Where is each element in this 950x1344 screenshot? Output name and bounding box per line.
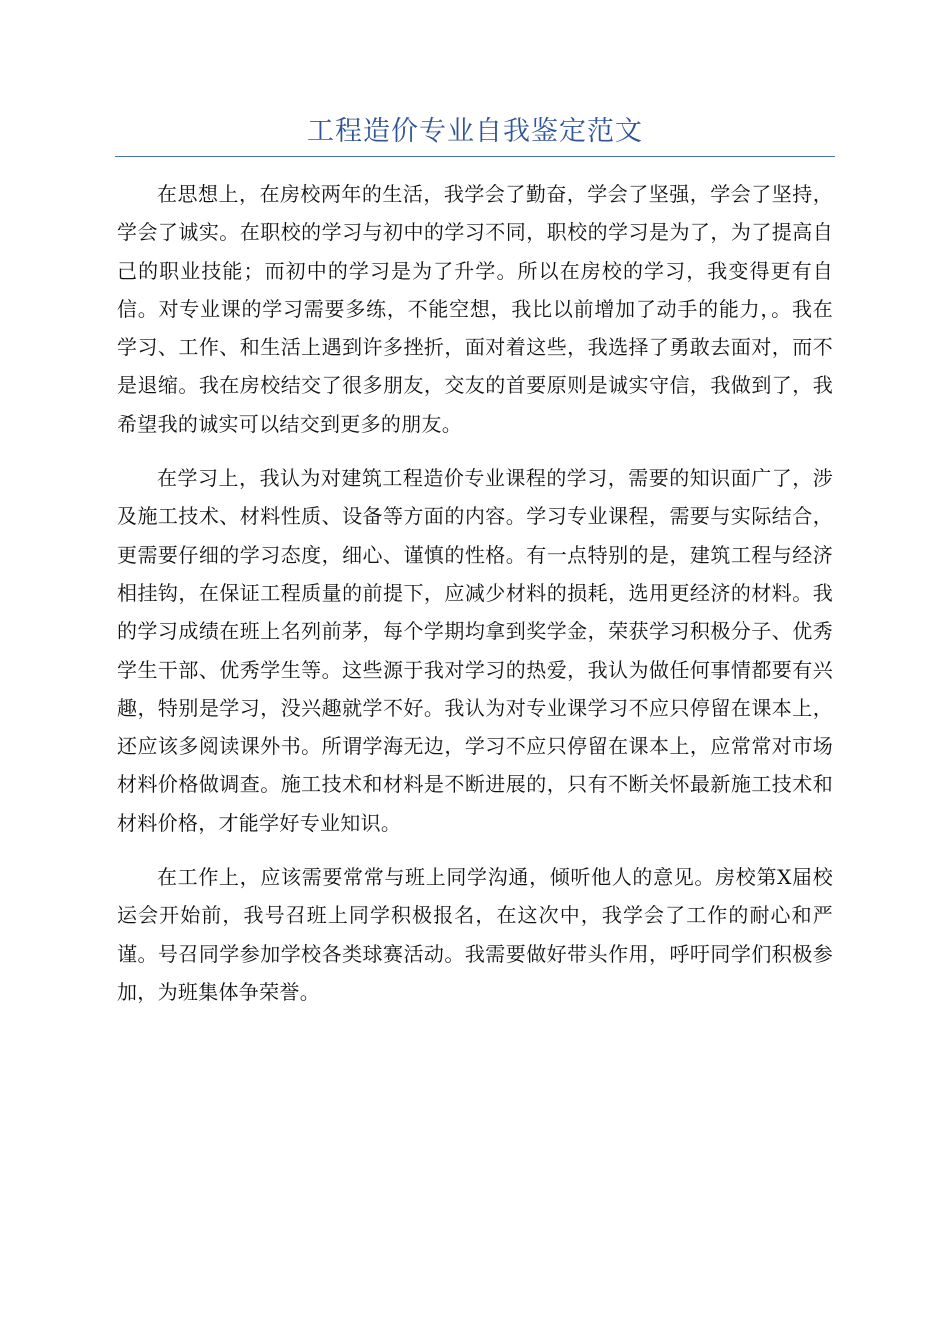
- title-block: [115, 112, 835, 157]
- document-body: [117, 175, 833, 1027]
- paragraph-work: 在工作上，应该需要常常与班上同学沟通，倾听他人的意见。房校第X届校运会开始前，我号召班上同学积极报名，在这次中，我学会了工作的耐心和严谨。号召同学参加学校各类球赛活动。我需要做好带头作用，呼吁同学们积极参加，为班集体争荣誉。: [117, 865, 833, 1004]
- paragraph-thought: 在思想上，在房校两年的生活，我学会了勤奋，学会了坚强，学会了坚持，学会了诚实。在职校的学习与初中的学习不同，职校的学习是为了，为了提高自己的职业技能；而初中的学习是为了升学。所以在房校的学习，我变得更有自信。对专业课的学习需要多练，不能空想，我比以前增加了动手的能力，。我在学习、工作、和生活上遇到许多挫折，面对着这些，我选择了勇敢去面对，而不是退缩。我在房校结交了很多朋友，交友的首要原则是诚实守信，我做到了，我希望我的诚实可以结交到更多的朋友。: [117, 182, 833, 436]
- document-title: 工程造价专业自我鉴定范文: [307, 116, 643, 147]
- paragraph-study: 在学习上，我认为对建筑工程造价专业课程的学习，需要的知识面广了，涉及施工技术、材料性质、设备等方面的内容。学习专业课程，需要与实际结合，更需要仔细的学习态度，细心、谨慎的性格。有一点特别的是，建筑工程与经济相挂钩，在保证工程质量的前提下，应减少材料的损耗，选用更经济的材料。我的学习成绩在班上名列前茅，每个学期均拿到奖学金，荣获学习积极分子、优秀学生干部、优秀学生等。这些源于我对学习的热爱，我认为做任何事情都要有兴趣，特别是学习，没兴趣就学不好。我认为对专业课学习不应只停留在课本上，还应该多阅读课外书。所谓学海无边，学习不应只停留在课本上，应常常对市场材料价格做调查。施工技术和材料是不断进展的，只有不断关怀最新施工技术和材料价格，才能学好专业知识。: [117, 466, 833, 835]
